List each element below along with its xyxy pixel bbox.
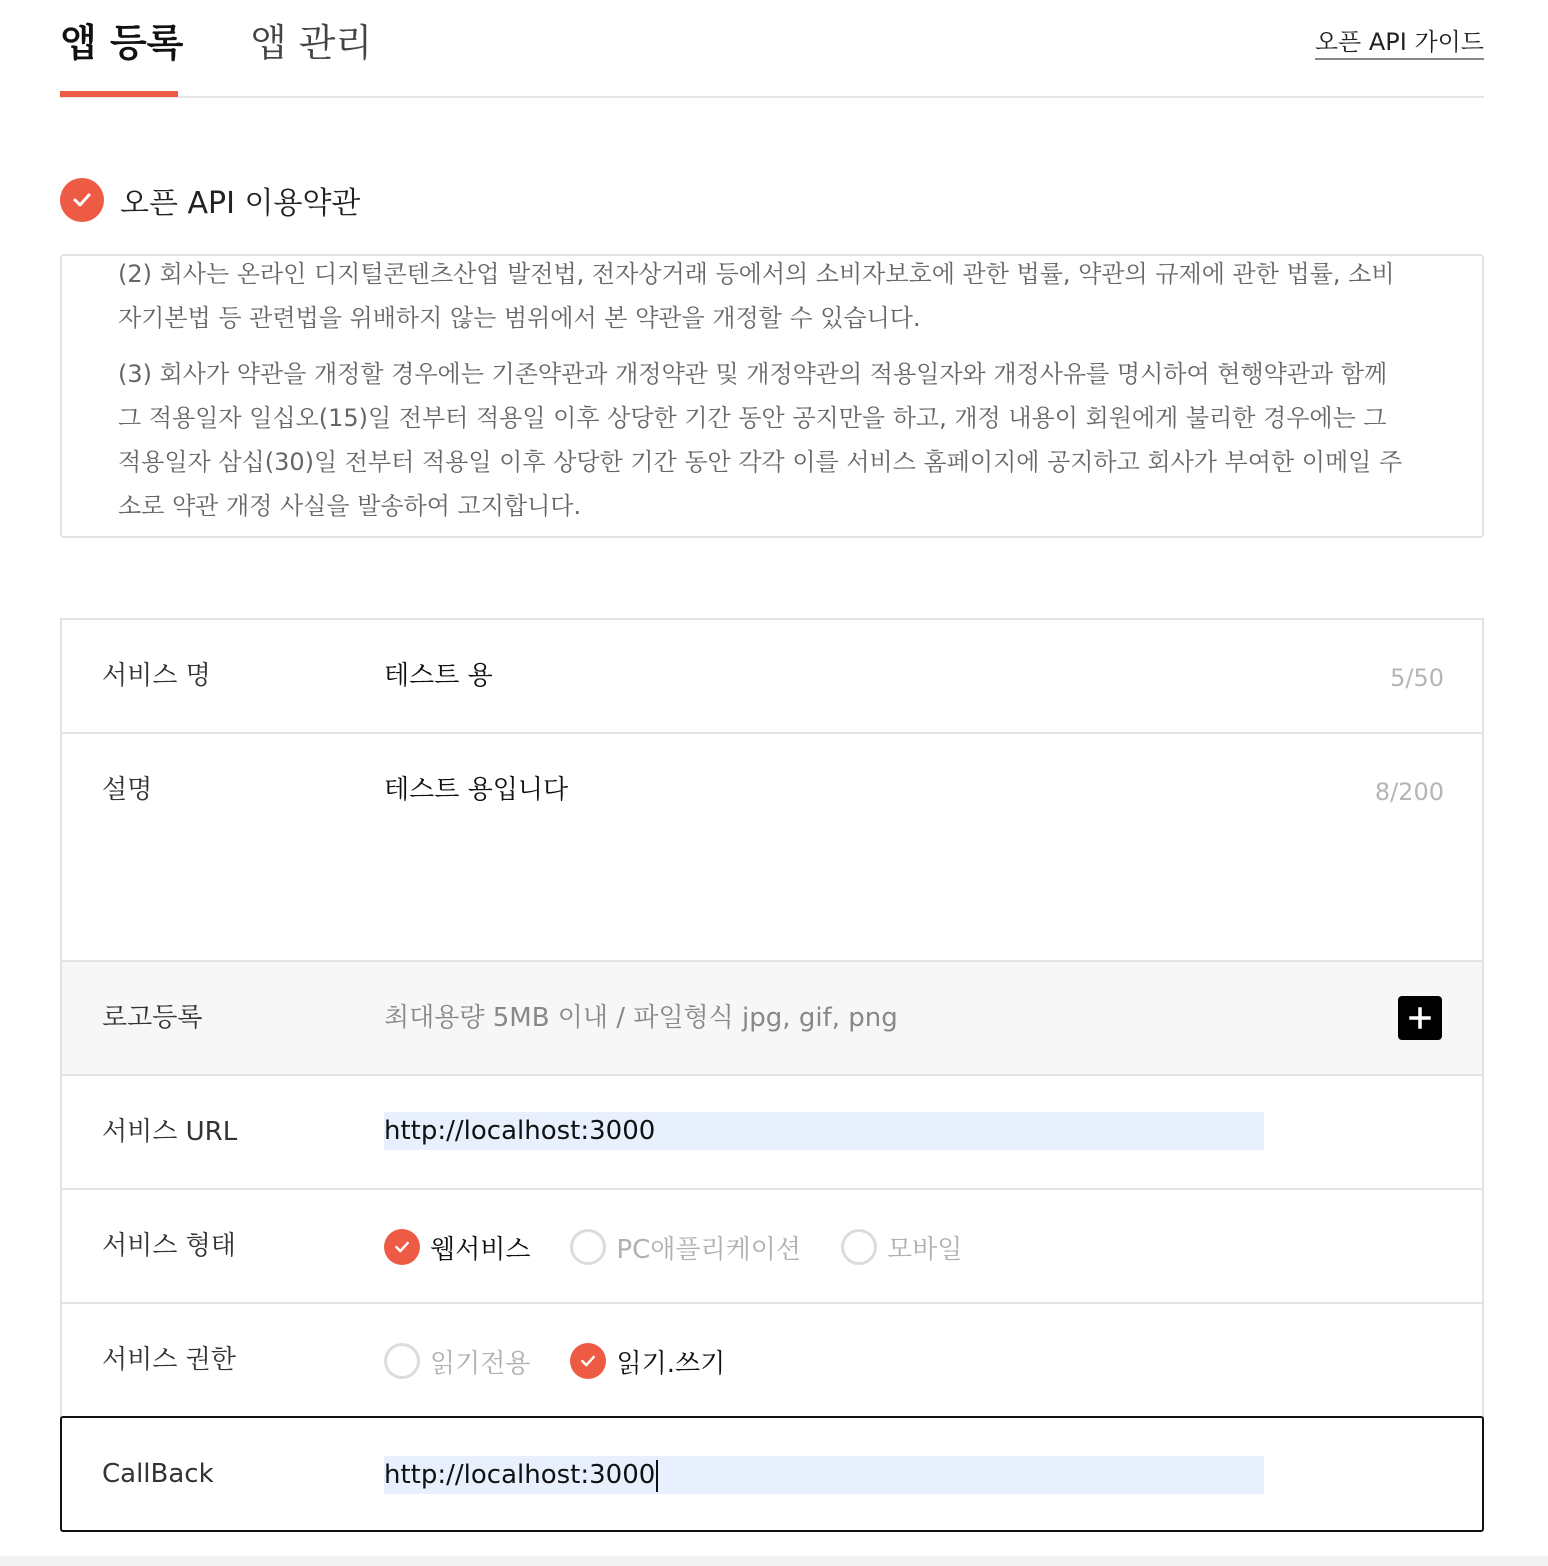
- service-type-radio-group: [384, 1228, 1002, 1266]
- radio-mobile[interactable]: [841, 1229, 962, 1266]
- tab-app-register[interactable]: 앱 등록: [60, 21, 184, 65]
- plus-icon: [1408, 1006, 1432, 1030]
- check-icon: [71, 189, 93, 211]
- service-name-label: 서비스 명: [102, 661, 211, 691]
- callback-label: CallBack: [102, 1459, 214, 1489]
- radio-label: 모바일: [887, 1234, 963, 1265]
- service-name-input[interactable]: 테스트 용: [384, 661, 493, 691]
- logo-label: 로고등록: [102, 1003, 203, 1033]
- app-register-form: [60, 618, 1484, 1418]
- service-url-label: 서비스 URL: [102, 1117, 238, 1147]
- description-textarea[interactable]: 테스트 용입니다: [384, 775, 569, 805]
- logo-hint: 최대용량 5MB 이내 / 파일형식 jpg, gif, png: [384, 1003, 898, 1033]
- terms-title: 오픈 API 이용약관: [120, 186, 361, 221]
- radio-pc-application[interactable]: [570, 1229, 801, 1266]
- radio-unselected: [384, 1343, 420, 1379]
- radio-read-only[interactable]: [384, 1343, 530, 1380]
- terms-scroll-box[interactable]: [60, 254, 1484, 538]
- description-counter: 8/200: [1374, 778, 1444, 806]
- service-url-input[interactable]: http://localhost:3000: [384, 1112, 1264, 1150]
- radio-label: 읽기전용: [430, 1348, 531, 1379]
- radio-label: PC애플리케이션: [616, 1234, 801, 1265]
- service-type-row: [62, 1190, 1482, 1304]
- radio-label: 웹서비스: [430, 1234, 531, 1265]
- description-label: 설명: [102, 775, 153, 805]
- service-permission-radio-group: [384, 1342, 765, 1380]
- active-tab-indicator: [60, 91, 178, 97]
- text-caret: [656, 1460, 658, 1492]
- terms-paragraph: (2) 회사는 온라인 디지털콘텐츠산업 발전법, 전자상거래 등에서의 소비자보호에 관한 법률, 약관의 규제에 관한 법률, 소비자기본법 등 관련법을 위배하지 않는 범위에서 본 약관을 개정할 수 있습니다.: [118, 260, 1395, 332]
- check-icon: [579, 1352, 597, 1370]
- callback-input[interactable]: [384, 1456, 1264, 1494]
- terms-paragraph: (3) 회사가 약관을 개정할 경우에는 기존약관과 개정약관 및 개정약관의 적용일자와 개정사유를 명시하여 현행약관과 함께 그 적용일자 일십오(15)일 전부터 적용일 이후 상당한 기간 동안 공지만을 하고, 개정 내용이 회원에게 불리한 경우에는 그 적용일자 삼십(30)일 전부터 적용일 이후 상당한 기간 동안 각각 이를 서비스 홈페이지에 공지하고 회사가 부여한 이메일 주소로 약관 개정 사실을 발송하여 고지합니다.: [118, 360, 1403, 520]
- radio-web-service[interactable]: [384, 1229, 530, 1266]
- check-icon: [393, 1238, 411, 1256]
- open-api-guide-link[interactable]: 오픈 API 가이드: [1315, 26, 1484, 60]
- terms-content: [118, 254, 1408, 538]
- radio-selected: [384, 1229, 420, 1265]
- radio-read-write[interactable]: [570, 1343, 725, 1380]
- radio-selected: [570, 1343, 606, 1379]
- callback-value: http://localhost:3000: [384, 1460, 656, 1490]
- service-name-row: [62, 620, 1482, 734]
- service-permission-row: [62, 1304, 1482, 1418]
- service-url-row: [62, 1076, 1482, 1190]
- terms-agree-checkbox[interactable]: [60, 178, 104, 222]
- page-bottom-edge: [0, 1556, 1548, 1566]
- radio-label: 읽기.쓰기: [616, 1348, 726, 1379]
- logo-row: [62, 962, 1482, 1076]
- description-row: [62, 734, 1482, 962]
- terms-header: [60, 178, 360, 222]
- tab-bar: [60, 0, 1484, 98]
- service-name-counter: 5/50: [1390, 664, 1444, 692]
- tab-app-manage[interactable]: 앱 관리: [250, 21, 373, 65]
- add-logo-button[interactable]: [1398, 996, 1442, 1040]
- service-permission-label: 서비스 권한: [102, 1345, 236, 1375]
- service-type-label: 서비스 형태: [102, 1231, 236, 1261]
- radio-unselected: [841, 1229, 877, 1265]
- radio-unselected: [570, 1229, 606, 1265]
- callback-row: [60, 1416, 1484, 1532]
